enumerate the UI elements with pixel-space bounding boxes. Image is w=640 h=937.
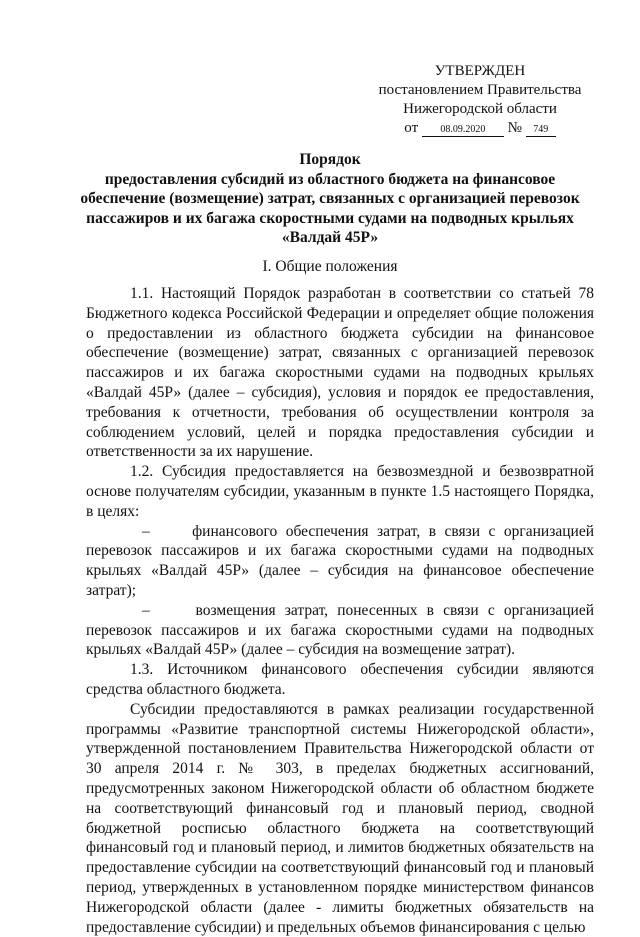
title-line-4: пассажиров и их багажа скоростными судами на подводных крыльях xyxy=(86,209,574,227)
list-item-reimbursement: – возмещения затрат, понесенных в связи с организацией перевозок пассажиров и их багажа скоростными судами на подводных крыльях «Валдай 45Р» (далее – субсидия на возмещение затрат). xyxy=(86,601,594,659)
list-item-financial-support: – финансового обеспечения затрат, в связи с организацией перевозок пассажиров и их багажа скоростными судами на подводных крыльях «Валдай 45Р» (далее – субсидия на финансовое обеспечение затрат); xyxy=(86,522,594,599)
paragraph-1-1: 1.1. Настоящий Порядок разработан в соответствии со статьей 78 Бюджетного кодекса Российской Федерации и определяет общие положения о предоставлении из областного бюджета субсидии на финансовое обеспечение (возмещение) затрат, связанных с организацией перевозок пассажиров и их багажа скоростными судами на подводных крыльях «Валдай 45Р» (далее – субсидия), условия и порядок ее предоставления, требования к отчетности, требования об осуществлении контроля за соблюдением условий, целей и порядка предоставления субсидии и ответственности за их нарушение. xyxy=(86,285,594,461)
title-line-5: «Валдай 45Р» xyxy=(281,229,379,246)
approval-number: 749 xyxy=(526,124,556,137)
approval-date: 08.09.2020 xyxy=(422,124,504,137)
from-label: от xyxy=(404,120,419,136)
title-line-2: предоставления субсидий из областного бюджета на финансовое xyxy=(104,170,556,188)
document-body xyxy=(86,284,594,937)
title-line-1: Порядок xyxy=(299,151,361,168)
paragraph-1-3: 1.3. Источником финансового обеспечения субсидии являются средства областного бюджета. xyxy=(86,661,594,698)
document-title xyxy=(70,150,590,248)
paragraph-subsidies: Субсидии предоставляются в рамках реализации государственной программы «Развитие транспортной системы Нижегородской области», утвержденной постановлением Правительства Нижегородской области от 30 апреля 2014 г. № 303, в пределах бюджетных ассигнований, предусмотренных законом Нижегородской области об областном бюджете на соответствующий финансовый год и плановый период, сводной бюджетной росписью областного бюджета на соответствующий финансовый год и плановый период, и лимитов бюджетных обязательств на предоставление субсидии на соответствующий финансовый год и плановый период, утвержденных в установленном порядке министерством финансов Нижегородской области (далее - лимиты бюджетных обязательств на предоставление субсидии) и предельных объемов финансирования с целью xyxy=(86,700,594,936)
number-label: № xyxy=(507,120,522,136)
approval-date-number xyxy=(360,119,600,138)
approval-stamp xyxy=(360,62,600,138)
title-line-3: обеспечение (возмещение) затрат, связанных с организацией перевозок xyxy=(80,190,580,207)
approval-line-1: постановлением Правительства xyxy=(378,82,582,98)
section-heading: I. Общие положения xyxy=(262,258,398,275)
paragraph-1-2: 1.2. Субсидия предоставляется на безвозмездной и безвозвратной основе получателям субсидии, указанным в пункте 1.5 настоящего Порядка, в целях: xyxy=(86,463,594,520)
approval-title: УТВЕРЖДЕН xyxy=(434,63,526,79)
approval-line-2: Нижегородской области xyxy=(403,101,557,117)
